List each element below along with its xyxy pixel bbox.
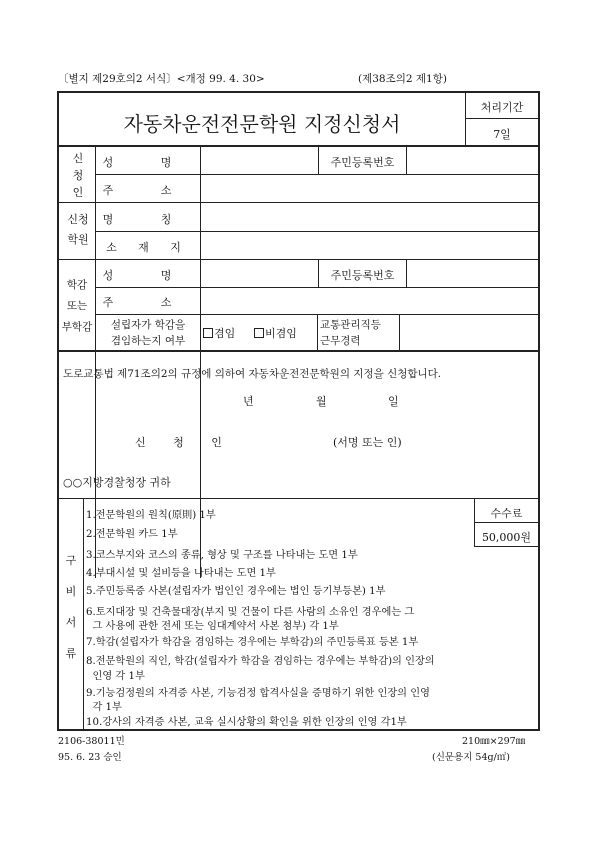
document-item: 2.전문학원 카드 1부 (86, 529, 178, 540)
document-item: 인영 각 1부 (86, 671, 145, 682)
frame-left (57, 91, 59, 731)
form-title: 자동차운전전문학원 지정신청서 (123, 112, 401, 136)
career-field[interactable] (401, 316, 536, 348)
school-name-field[interactable] (202, 205, 536, 229)
law-reference: (제38조의2 제1항) (358, 73, 447, 85)
concurrent-label-line2: 겸임하는지 여부 (110, 335, 186, 347)
concurrent-label-line1: 설립자가 학감을 (110, 319, 186, 331)
fee-label: 수수료 (490, 507, 523, 520)
applicant-address-field[interactable] (202, 176, 536, 200)
applicant-name-field[interactable] (202, 148, 316, 172)
paper-size: 210㎜×297㎜ (462, 736, 526, 747)
document-item: 10.강사의 자격증 사본, 교육 실시상황의 확인을 위한 인장의 인영 각1부 (86, 717, 407, 728)
frame-top (57, 91, 540, 93)
applicant-section-label: 신 청 인 (72, 152, 84, 199)
documents-section-label: 구 비 서 류 (65, 554, 77, 660)
director-address-field[interactable] (202, 289, 536, 312)
document-item: 5.주민등록증 사본(설립자가 법인인 경우에는 법인 등기부등본) 1부 (86, 586, 386, 597)
director-id-field[interactable] (408, 262, 536, 285)
career-label-line1: 교통관리직등 (320, 319, 381, 331)
signer-label: 신 청 인 (135, 436, 234, 449)
checkbox-icon[interactable] (203, 328, 213, 338)
form-code: 2106-38011민 (58, 736, 125, 747)
date-year-label: 년 (243, 395, 254, 408)
career-label-line2: 근무경력 (320, 335, 361, 347)
director-section-label: 학감 또는 부학감 (61, 279, 93, 333)
document-item: 각 1부 (86, 702, 122, 713)
concurrent-yes-option[interactable]: 겸임 (203, 325, 235, 341)
applicant-name-label: 성 명 (102, 156, 194, 169)
concurrent-no-option[interactable]: 비겸임 (254, 325, 297, 341)
processing-period-value: 7일 (493, 128, 511, 141)
document-item: 8.전문학원의 직인, 학감(설립자가 학감을 겸임하는 경우에는 부학감)의 인장의 (86, 656, 435, 667)
approval-date: 95. 6. 23 승인 (58, 752, 122, 763)
school-location-field[interactable] (202, 233, 536, 257)
checkbox-icon[interactable] (254, 328, 264, 338)
applicant-id-label: 주민등록번호 (330, 156, 395, 169)
school-location-label: 소 재 지 (106, 241, 190, 254)
signature-label: (서명 또는 인) (333, 436, 402, 449)
school-section-label: 신청 학원 (67, 213, 89, 246)
recipient-label: ○○지방경찰청장 귀하 (63, 476, 171, 489)
date-month-label: 월 (316, 395, 327, 408)
document-item: 6.토지대장 및 건축물대장(부지 및 건물이 다른 사람의 소유인 경우에는 그 (86, 607, 415, 618)
document-item: 4.부대시설 및 설비등을 나타내는 도면 1부 (86, 568, 276, 579)
form-reference: 〔별지 제29호의2 서식〕<개정 99. 4. 30> (58, 73, 265, 85)
application-statement: 도로교통법 제71조의2의 규정에 의하여 자동차운전전문학원의 지정을 신청합니다. (63, 368, 442, 380)
applicant-id-field[interactable] (408, 148, 536, 172)
document-item: 3.코스부지와 코스의 종류, 형상 및 구조를 나타내는 도면 1부 (86, 550, 358, 561)
paper-spec: (신문용지 54g/㎡) (432, 752, 511, 763)
applicant-address-label: 주 소 (102, 184, 194, 197)
director-id-label: 주민등록번호 (330, 269, 395, 282)
document-item: 7.학감(설립자가 학감을 겸임하는 경우에는 부학감)의 주민등록표 등본 1부 (86, 637, 419, 648)
frame-bottom (57, 729, 540, 731)
director-address-label: 주 소 (102, 296, 194, 309)
director-name-field[interactable] (202, 262, 316, 285)
school-name-label: 명 칭 (102, 213, 194, 226)
document-item: 9.기능검정원의 자격증 사본, 기능검정 합격사실을 증명하기 위한 인장의 인영 (86, 688, 430, 699)
fee-value: 50,000원 (481, 531, 532, 544)
date-day-label: 일 (388, 395, 399, 408)
frame-right (538, 91, 540, 731)
document-item: 그 사용에 관한 전세 또는 임대계약서 사본 첨부) 각 1부 (86, 621, 339, 632)
document-item: 1.전문학원의 원칙(原則) 1부 (86, 510, 216, 521)
director-name-label: 성 명 (102, 269, 194, 282)
processing-period-label: 처리기간 (480, 101, 524, 114)
